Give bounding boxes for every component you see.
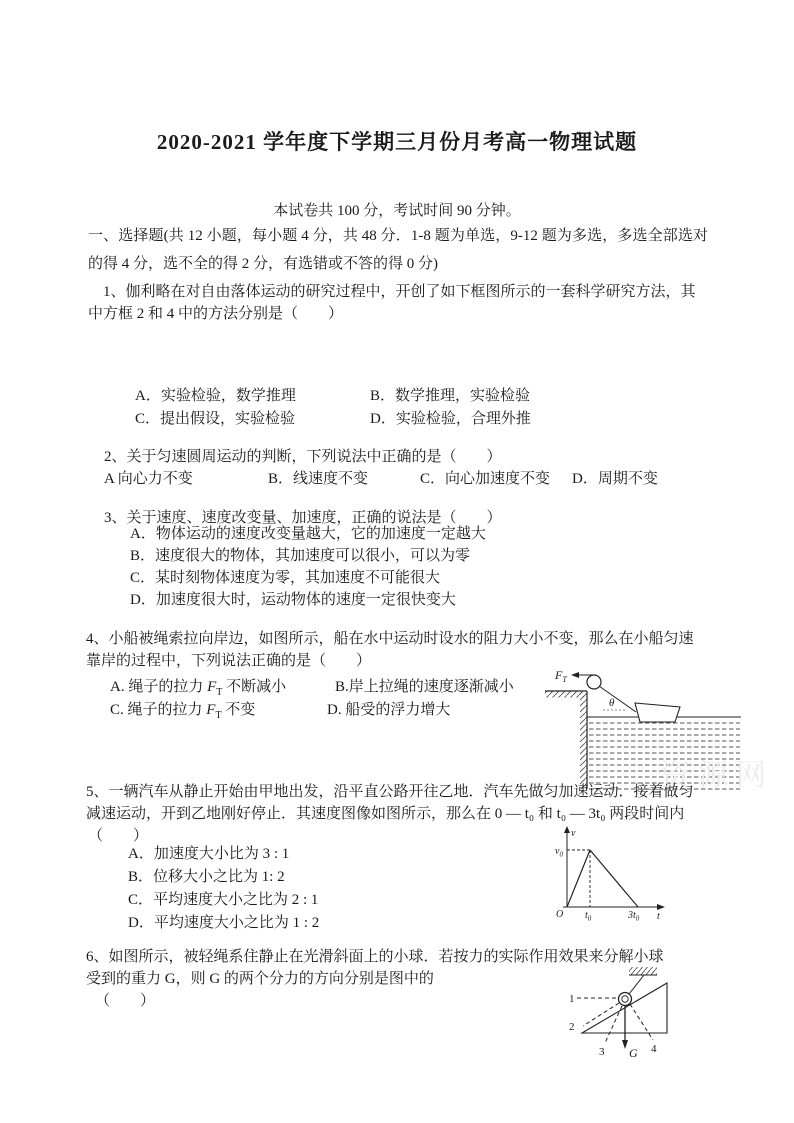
v0-tick-label: $v_0$ [555, 846, 563, 859]
question-3-option-c: C．某时刻物体速度为零，其加速度不可能很大 [130, 570, 441, 586]
deceleration-segment [590, 850, 638, 907]
t-axis-arrowhead-icon [657, 904, 665, 910]
question-6-text: 6、如图所示，被轻绳系住静止在光滑斜面上的小球．若按力的实际作用效果来分解小球受到的重力 G，则 G 的两个分力的方向分别是图中的 [86, 949, 664, 987]
gravity-arrowhead-icon [622, 1040, 628, 1049]
question-5-option-a: A．加速度大小比为 3 : 1 [128, 846, 290, 862]
question-2-option-b: B．线速度不变 [268, 471, 369, 487]
3t0-tick-label: $3t_0$ [628, 910, 640, 923]
boat-shape [635, 703, 680, 722]
direction-4-label: 4 [651, 1043, 657, 1055]
question-5-option-b: B．位移大小之比为 1: 2 [128, 869, 285, 885]
question-3-option-b: B．速度很大的物体，其加速度可以很小，可以为零 [130, 548, 471, 564]
ball-icon [619, 993, 632, 1006]
force-subscript: T [215, 710, 222, 721]
question-1-option-c: C．提出假设，实验检验 [135, 411, 296, 427]
watermark: 资源网 [660, 759, 774, 792]
section-heading: 一、选择题(共 12 小题，每小题 4 分，共 48 分．1-8 题为单选，9-12 题为多选，多选全部选对的得 4 分，选不全的得 2 分，有选错或不答的得 0 分) [88, 228, 708, 272]
question-4-option-c: C. 绳子的拉力 $F_T$ 不变 [110, 702, 256, 721]
question-3-option-a: A．物体运动的速度改变量越大，它的加速度一定越大 [130, 526, 486, 542]
question-2-option-d: D．周期不变 [572, 471, 658, 487]
direction-1-label: 1 [569, 993, 575, 1005]
force-symbol: F [207, 679, 217, 695]
incline-ball-figure [565, 958, 677, 1062]
rope-line [599, 686, 636, 712]
direction-3-label: 3 [599, 1046, 605, 1058]
question-5-option-d: D．平均速度大小之比为 1 : 2 [128, 915, 320, 931]
t0-tick-label: $t_0$ [585, 910, 592, 923]
rope-line [629, 975, 644, 994]
t-axis-label: t [657, 911, 660, 922]
exam-info-line: 本试卷共 100 分，考试时间 90 分钟。 [273, 203, 521, 219]
page-title: 2020-2021 学年度下学期三月份月考高一物理试题 [156, 130, 638, 154]
v-axis-arrowhead-icon [564, 826, 570, 833]
v-axis-label: v [571, 828, 576, 839]
question-5-text: 5、一辆汽车从静止开始由甲地出发，沿平直公路开往乙地．汽车先做匀加速运动．接着做匀减速运动，开到乙地刚好停止．其速度图像如图所示，那么在 0 — t₀ 和 t₀ — 3t₀ 两段时间内 [86, 784, 694, 822]
question-4-option-b: B.岸上拉绳的速度逐渐减小 [335, 679, 514, 695]
angle-theta-label: θ [609, 697, 615, 709]
velocity-time-graph [554, 826, 670, 924]
pulley-icon [587, 675, 601, 689]
direction-4-line [630, 1004, 653, 1040]
force-symbol: F [206, 702, 216, 718]
question-5-option-c: C．平均速度大小之比为 2 : 1 [128, 892, 319, 908]
direction-dashes [577, 998, 653, 1043]
origin-label: O [556, 909, 564, 920]
acceleration-segment [567, 850, 590, 907]
question-3-text: 3、关于速度、速度改变量、加速度，正确的说法是（ ） [104, 510, 502, 526]
tension-force-label: $F_T$ [555, 668, 567, 684]
question-4-text: 4、小船被绳索拉向岸边，如图所示，船在水中运动时设水的阻力大小不变，那么在小船匀速靠岸的过程中，下列说法正确的是（ ） [86, 631, 694, 669]
question-4-option-a: A. 绳子的拉力 $F_T$ 不断减小 [110, 679, 287, 698]
ceiling-hatching [629, 967, 657, 975]
question-1-option-b: B．数学推理，实验检验 [370, 388, 531, 404]
question-1-option-a: A．实验检验，数学推理 [135, 388, 296, 404]
gravity-label: G [629, 1046, 638, 1060]
dock-wall-hatching [580, 691, 587, 789]
question-2-option-a: A 向心力不变 [104, 471, 193, 487]
question-5-paren: （ ） [88, 828, 149, 844]
question-3-option-d: D．加速度很大时，运动物体的速度一定很快变大 [130, 592, 456, 608]
question-1-option-d: D．实验检验，合理外推 [370, 411, 531, 427]
question-3-options [130, 523, 486, 611]
tension-arrowhead-icon [571, 672, 579, 678]
question-4-option-d: D. 船受的浮力增大 [327, 702, 451, 718]
direction-2-label: 2 [569, 1021, 575, 1033]
question-2-option-c: C．向心加速度不变 [420, 471, 551, 487]
question-1-text: 1、伽利略在对自由落体运动的研究过程中，开创了如下框图所示的一套科学研究方法，其中方框 2 和 4 中的方法分别是（ ） [88, 284, 696, 322]
question-5-options [128, 843, 319, 935]
question-6-paren: （ ） [95, 993, 156, 1009]
question-2-text: 2、关于匀速圆周运动的判断，下列说法中正确的是（ ） [104, 449, 502, 465]
force-subscript: T [216, 687, 223, 698]
